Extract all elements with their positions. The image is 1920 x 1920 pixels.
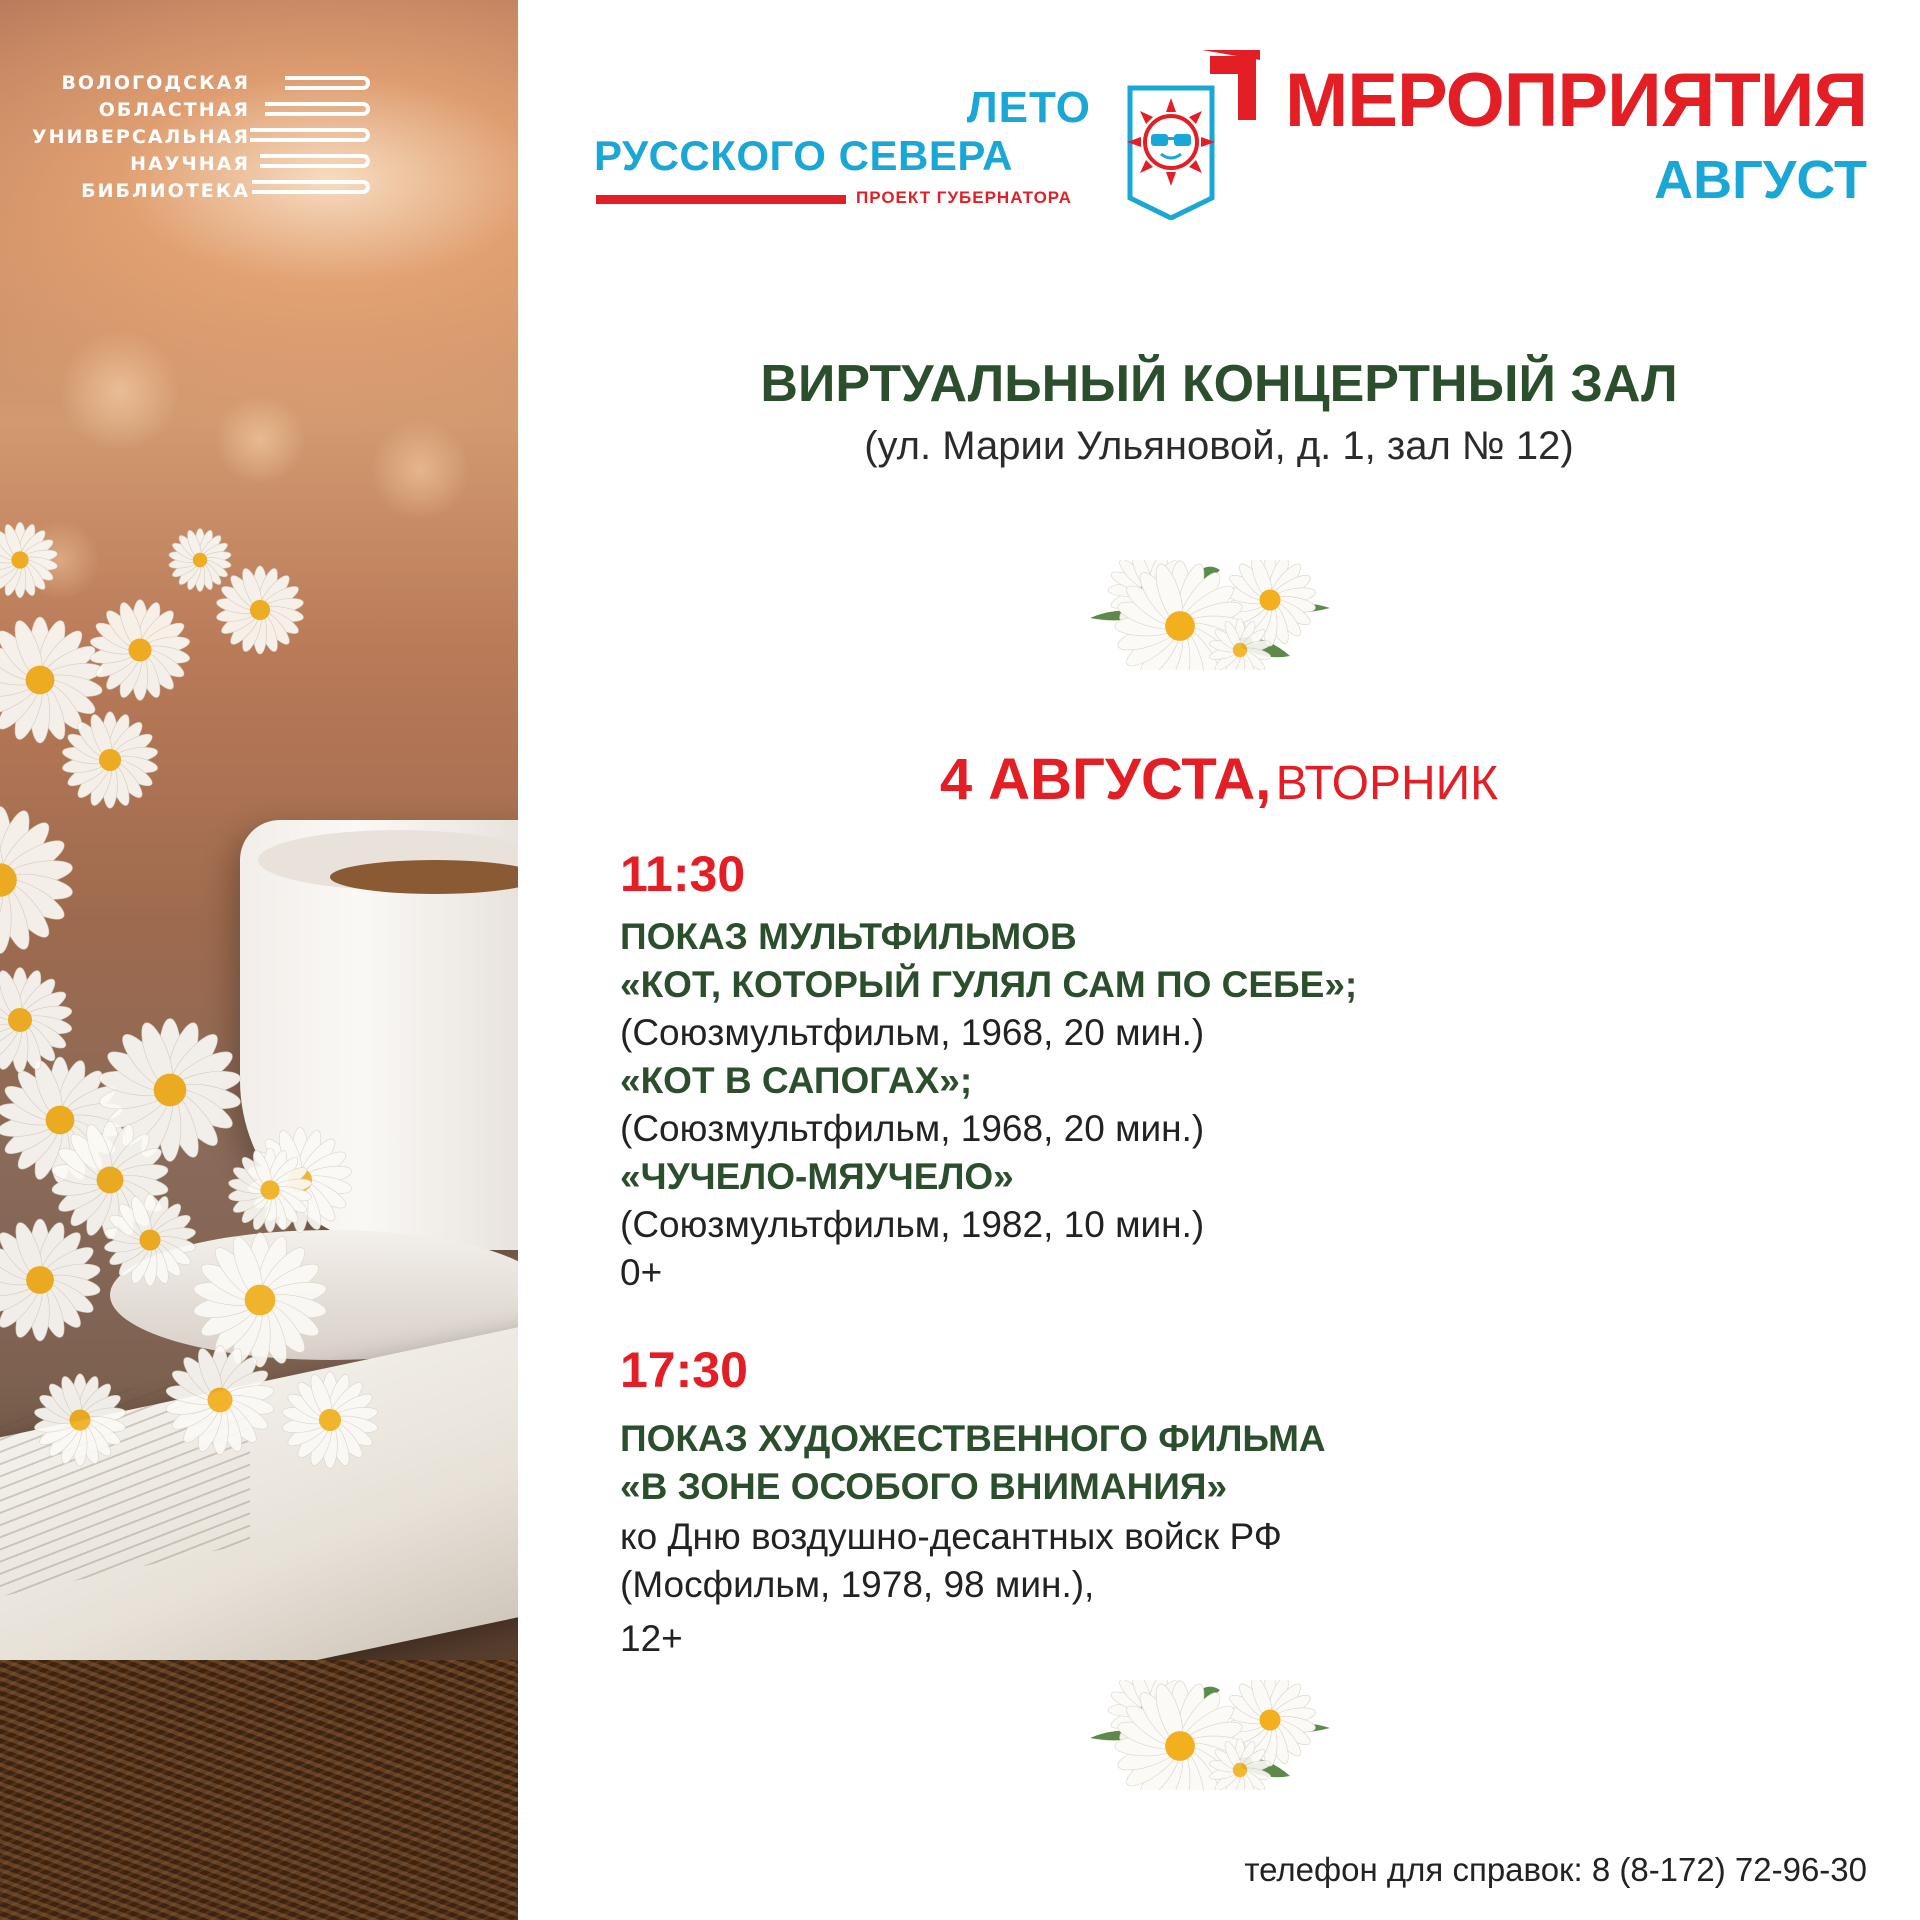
library-logo-mark <box>250 74 370 206</box>
venue-address: (ул. Марии Ульяновой, д. 1, зал № 12) <box>864 424 1574 468</box>
page-month: АВГУСТ <box>1654 150 1867 210</box>
library-logo-line: БИБЛИОТЕКА <box>81 180 250 202</box>
event-date <box>518 745 1920 830</box>
event-line: «КОТ, КОТОРЫЙ ГУЛЯЛ САМ ПО СЕБЕ»; <box>620 964 1358 1005</box>
leto-logo-top: ЛЕТО <box>966 83 1091 132</box>
venue-title: ВИРТУАЛЬНЫЙ КОНЦЕРТНЫЙ ЗАЛ <box>760 355 1678 413</box>
sun-with-sunglasses-icon <box>1110 50 1270 220</box>
event-line: «В ЗОНЕ ОСОБОГО ВНИМАНИЯ» <box>620 1466 1228 1507</box>
leto-russkogo-severa-logo <box>590 50 1260 220</box>
event-line: (Союзмультфильм, 1968, 20 мин.) <box>620 1012 1205 1053</box>
event-time: 11:30 <box>620 846 746 902</box>
event-line: (Мосфильм, 1978, 98 мин.), <box>620 1564 1095 1605</box>
daisies-decoration <box>0 0 518 1920</box>
daisy-flower <box>281 1372 379 1469</box>
event-line: ПОКАЗ МУЛЬТФИЛЬМОВ <box>620 916 1077 957</box>
daisy-flower <box>0 617 104 743</box>
event-date-weekday: ВТОРНИК <box>1275 757 1499 810</box>
reference-phone: телефон для справок: 8 (8-172) 72-96-30 <box>1244 1851 1867 1888</box>
leto-logo-subtitle: ПРОЕКТ ГУБЕРНАТОРА <box>856 188 1072 207</box>
daisy-flower <box>192 1233 328 1367</box>
event-time: 17:30 <box>620 1342 748 1398</box>
event-line: (Союзмультфильм, 1982, 10 мин.) <box>620 1204 1205 1245</box>
daisy-flower <box>215 566 304 654</box>
event-line: ПОКАЗ ХУДОЖЕСТВЕННОГО ФИЛЬМА <box>620 1418 1326 1459</box>
event-line: (Союзмультфильм, 1968, 20 мин.) <box>620 1108 1205 1149</box>
library-logo-line: НАУЧНАЯ <box>130 153 250 175</box>
event-line: ко Дню воздушно-десантных войск РФ <box>620 1516 1282 1557</box>
daisy-flower <box>0 807 74 954</box>
library-logo <box>32 70 370 210</box>
library-logo-line: ВОЛОГОДСКАЯ <box>61 72 250 94</box>
daisy-flower <box>33 1374 126 1466</box>
event-date-main: 4 АВГУСТА, <box>939 747 1272 812</box>
event-line: «ЧУЧЕЛО-МЯУЧЕЛО» <box>620 1156 1014 1197</box>
daisy-flower <box>0 1219 102 1341</box>
page-title: МЕРОПРИЯТИЯ <box>1284 58 1867 143</box>
library-logo-line: ОБЛАСТНАЯ <box>98 99 250 121</box>
daisy-flower <box>89 600 191 701</box>
leto-logo-main: РУССКОГО СЕВЕРА <box>594 132 1013 179</box>
event-line: «КОТ В САПОГАХ»; <box>620 1060 973 1101</box>
daisy-flower <box>0 968 73 1073</box>
library-logo-text <box>32 70 250 205</box>
daisy-flower <box>0 522 58 598</box>
background-photo <box>0 0 518 1920</box>
daisy-bouquet-icon <box>1080 1680 1340 1790</box>
leto-logo-bar <box>596 195 846 204</box>
event-age-rating: 0+ <box>620 1252 663 1293</box>
event-age-rating: 12+ <box>620 1618 683 1659</box>
library-logo-line: УНИВЕРСАЛЬНАЯ <box>32 126 250 148</box>
daisy-bouquet-icon <box>1080 560 1340 670</box>
daisy-flower <box>168 529 232 592</box>
